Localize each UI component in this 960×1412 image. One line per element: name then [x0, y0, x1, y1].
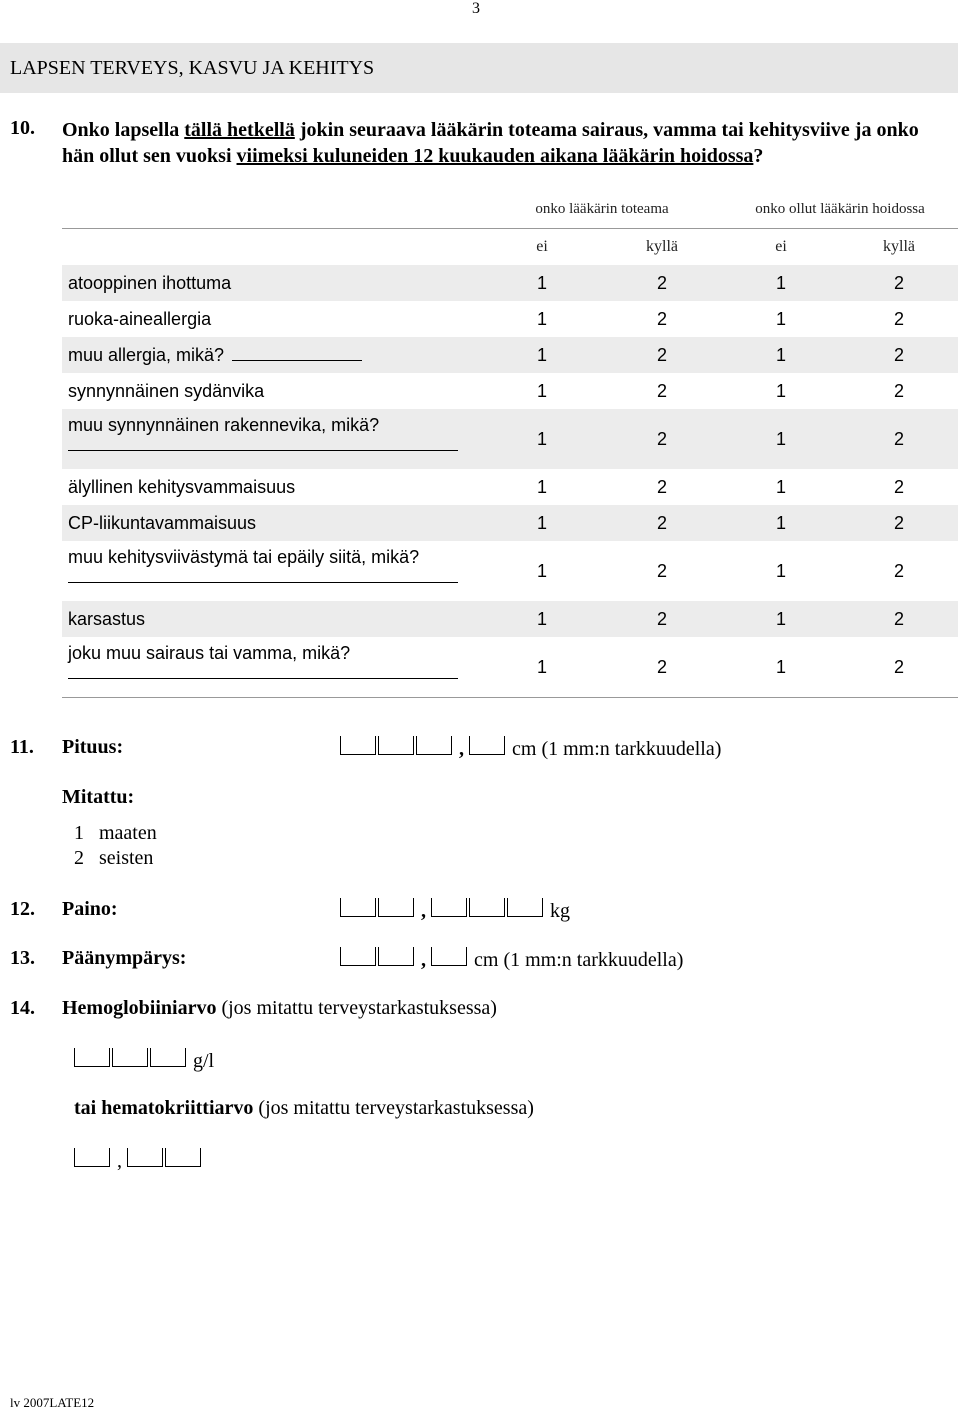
unit-label: g/l [193, 1050, 215, 1072]
digit-box[interactable] [431, 947, 467, 966]
option-2[interactable]: 2 [840, 409, 958, 469]
digit-box[interactable] [150, 1048, 186, 1067]
col-group-diagnosed: onko lääkärin toteama [482, 191, 722, 229]
decimal-separator: , [421, 900, 426, 922]
q12-number: 12. [10, 898, 35, 920]
digit-box[interactable] [127, 1148, 163, 1167]
option-2[interactable]: 2 [602, 601, 722, 637]
option-1[interactable]: 1 [775, 380, 786, 401]
q12-label: Paino: [62, 898, 118, 920]
table-row [62, 637, 958, 698]
decimal-separator: , [117, 1150, 122, 1172]
option-1[interactable]: 1 [536, 476, 547, 497]
option-2[interactable]: 2 [602, 505, 722, 541]
option-1[interactable]: 1 [482, 409, 602, 469]
q13-number: 13. [10, 947, 35, 969]
option-2[interactable]: 2 [893, 476, 904, 497]
section-title: LAPSEN TERVEYS, KASVU JA KEHITYS [10, 57, 375, 79]
row-label: CP-liikuntavammaisuus [62, 505, 482, 541]
option-2[interactable]: 2 [893, 560, 904, 581]
option-1[interactable]: 1 [482, 265, 602, 301]
table-row [62, 265, 958, 301]
decimal-separator: , [421, 949, 426, 971]
digit-box[interactable] [469, 898, 505, 917]
option-2[interactable]: 2 [656, 308, 667, 329]
option-2[interactable]: 2 [840, 505, 958, 541]
option-2[interactable]: 2 [656, 380, 667, 401]
precision-note: (1 mm:n tarkkuudella) [541, 738, 722, 760]
row-label: karsastus [62, 601, 482, 637]
option-1[interactable]: 1 [722, 601, 840, 637]
table-header-groups [62, 191, 958, 229]
option-1[interactable]: 1 [536, 380, 547, 401]
table-header-answers [62, 229, 958, 266]
option-1[interactable]: 1 [775, 560, 786, 581]
write-in-line[interactable] [68, 568, 458, 583]
option-1[interactable]: 1 [536, 308, 547, 329]
digit-box[interactable] [378, 898, 414, 917]
row-label: atooppinen ihottuma [62, 265, 482, 301]
option-1[interactable]: 1 [482, 601, 602, 637]
digit-box[interactable] [74, 1148, 110, 1167]
digit-box[interactable] [340, 898, 376, 917]
option-1[interactable]: 1 [722, 337, 840, 373]
col-no: ei [722, 229, 840, 266]
q10-question: Onko lapsella tällä hetkellä jokin seuraava lääkärin toteama sairaus, vamma tai kehitysviive ja onko hän ollut sen vuoksi viimeksi kuluneiden 12 kuukauden aikana lääkärin hoidossa? [62, 119, 919, 167]
hematocrit-question: tai hematokriittiarvo (jos mitattu terveystarkastuksessa) [74, 1097, 534, 1119]
q11-label: Pituus: [62, 736, 124, 758]
write-in-line[interactable] [232, 360, 362, 361]
option-2[interactable]: 2 [893, 308, 904, 329]
option-2[interactable]: 2 [656, 476, 667, 497]
option-2[interactable]: 2 [840, 637, 958, 698]
hematocrit-input[interactable] [74, 1148, 203, 1173]
digit-box[interactable] [340, 947, 376, 966]
q14-question: Hemoglobiiniarvo (jos mitattu terveystarkastuksessa) [62, 997, 497, 1019]
measured-label: Mitattu: [62, 786, 135, 808]
unit-label: cm [512, 738, 537, 760]
option-1[interactable]: 1 [775, 308, 786, 329]
hemoglobin-input[interactable] [74, 1048, 214, 1073]
table-row [62, 469, 958, 505]
table-row [62, 337, 958, 373]
option-2[interactable]: 2 [840, 601, 958, 637]
digit-box[interactable] [469, 736, 505, 755]
decimal-separator: , [459, 738, 464, 760]
option-1[interactable]: 1 [482, 505, 602, 541]
option-2[interactable]: 2 [840, 265, 958, 301]
height-input[interactable] [340, 736, 721, 761]
col-group-treated: onko ollut lääkärin hoidossa [722, 191, 958, 229]
option-1[interactable]: 1 [775, 476, 786, 497]
write-in-line[interactable] [68, 436, 458, 451]
option-2[interactable]: 2 [840, 337, 958, 373]
option-1[interactable]: 1 [482, 637, 602, 698]
weight-input[interactable] [340, 898, 570, 923]
option-2[interactable]: 2 [656, 560, 667, 581]
option-2[interactable]: 2 [602, 409, 722, 469]
row-label: muu kehitysviivästymä tai epäily siitä, mikä? [62, 541, 482, 601]
q10-table [62, 191, 958, 698]
page-number: 3 [472, 0, 480, 17]
digit-box[interactable] [378, 947, 414, 966]
q10-number: 10. [10, 117, 35, 139]
option-1[interactable]: 1 [722, 505, 840, 541]
col-yes: kyllä [602, 229, 722, 266]
digit-box[interactable] [507, 898, 543, 917]
option-2[interactable]: 2 [602, 265, 722, 301]
row-label: synnynnäinen sydänvika [68, 380, 265, 401]
option-standing[interactable]: 2 seisten [74, 847, 154, 869]
option-1[interactable]: 1 [536, 560, 547, 581]
precision-note: (1 mm:n tarkkuudella) [503, 949, 684, 971]
option-1[interactable]: 1 [722, 409, 840, 469]
unit-label: kg [550, 900, 570, 922]
digit-box[interactable] [431, 898, 467, 917]
digit-box[interactable] [340, 736, 376, 755]
row-label: älyllinen kehitysvammaisuus [68, 476, 296, 497]
digit-box[interactable] [416, 736, 452, 755]
row-label: joku muu sairaus tai vamma, mikä? [62, 637, 482, 698]
write-in-line[interactable] [68, 664, 458, 679]
option-1[interactable]: 1 [722, 265, 840, 301]
option-2[interactable]: 2 [602, 637, 722, 698]
option-1[interactable]: 1 [722, 637, 840, 698]
q14-number: 14. [10, 997, 35, 1019]
col-no: ei [482, 229, 602, 266]
digit-box[interactable] [112, 1048, 148, 1067]
col-yes: kyllä [840, 229, 958, 266]
table-row [62, 505, 958, 541]
digit-box[interactable] [165, 1148, 201, 1167]
q13-label: Päänympärys: [62, 947, 187, 969]
table-row [62, 541, 958, 601]
option-1[interactable]: 1 [482, 337, 602, 373]
head-circumference-input[interactable] [340, 947, 683, 972]
digit-box[interactable] [378, 736, 414, 755]
row-label: muu synnynnäinen rakennevika, mikä? [62, 409, 482, 469]
table-row [62, 301, 958, 337]
row-label: muu allergia, mikä? [62, 337, 482, 373]
q11-number: 11. [10, 736, 34, 758]
option-2[interactable]: 2 [893, 380, 904, 401]
digit-box[interactable] [74, 1048, 110, 1067]
table-row [62, 373, 958, 409]
footer-code: lv 2007LATE12 [10, 1395, 95, 1410]
section-header [0, 43, 958, 93]
unit-label: cm [474, 949, 499, 971]
option-lying[interactable]: 1 maaten [74, 822, 157, 844]
table-row [62, 601, 958, 637]
row-label: ruoka-aineallergia [68, 308, 212, 329]
option-2[interactable]: 2 [602, 337, 722, 373]
table-row [62, 409, 958, 469]
